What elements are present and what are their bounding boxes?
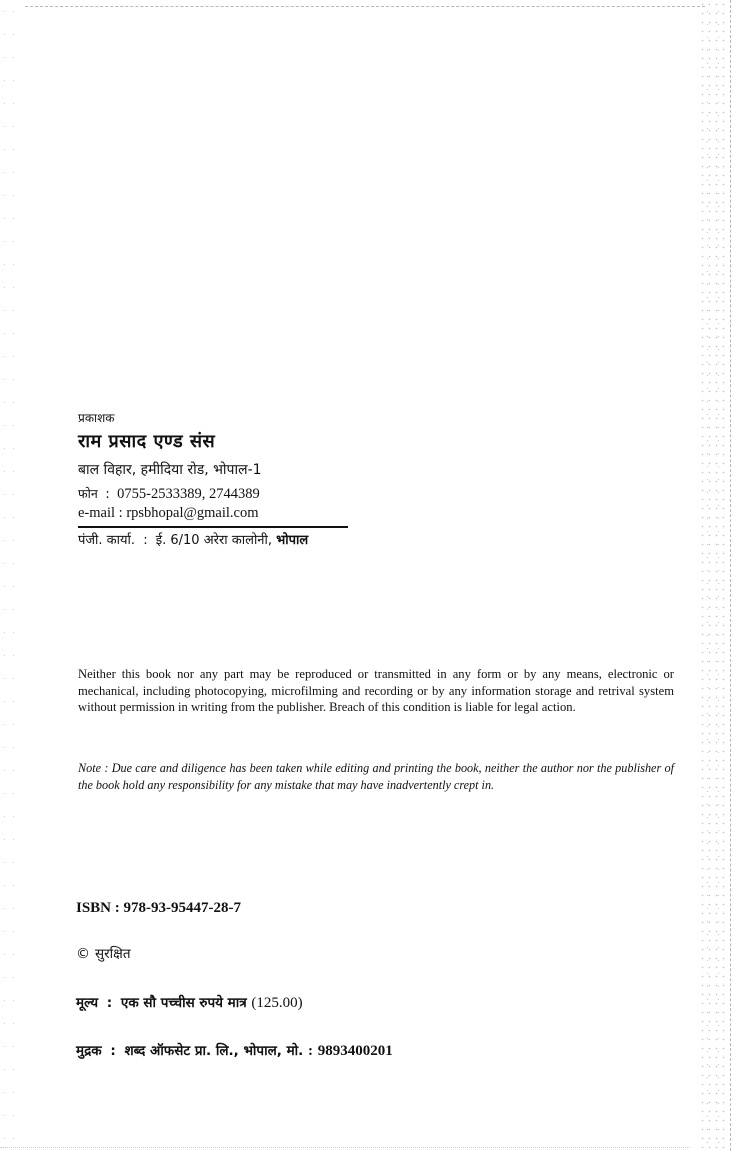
email-label: e-mail	[78, 505, 116, 521]
registered-office-label: पंजी. कार्या.	[78, 533, 136, 548]
isbn-line	[76, 898, 241, 918]
publisher-phone	[78, 484, 378, 504]
isbn-separator: :	[114, 900, 120, 916]
email-address: rpsbhopal@gmail.com	[126, 505, 259, 521]
printer-label: मुद्रक	[76, 1043, 102, 1059]
publisher-address: बाल विहार, हमीदिया रोड, भोपाल-1	[78, 462, 262, 478]
registered-office-city: भोपाल	[276, 533, 309, 548]
mobile-number: 9893400201	[317, 1043, 393, 1059]
printer-name: शब्द ऑफसेट प्रा. लि., भोपाल,	[124, 1043, 282, 1059]
registered-office-separator: :	[143, 533, 148, 548]
scan-edge-bottom	[0, 1147, 690, 1148]
rights-notice: Neither this book nor any part may be reproduced or transmitted in any form or by any means, electronic or mechanical, including photocopying, microfilming and recording or by any information storage and retrival system without permission in writing from the publisher. Breach of this condition is liable for legal action.	[78, 667, 674, 714]
price-separator: :	[106, 995, 113, 1011]
mobile-label: मो.	[286, 1043, 304, 1059]
email-separator: :	[118, 505, 123, 521]
publisher-email	[78, 504, 378, 524]
publisher-label: प्रकाशक	[78, 411, 115, 425]
price-amount: (125.00)	[251, 995, 303, 1011]
copyright-line	[76, 944, 131, 964]
phone-label: फोन	[78, 486, 98, 501]
scan-edge-top	[25, 6, 705, 7]
phone-separator: :	[105, 486, 110, 502]
publisher-block	[78, 410, 378, 551]
isbn-number: 978-93-95447-28-7	[123, 900, 242, 916]
copyright-text: सुरक्षित	[95, 946, 131, 962]
isbn-label: ISBN	[76, 900, 112, 916]
mobile-separator: :	[308, 1043, 313, 1059]
disclaimer-note: Note : Due care and diligence has been taken while editing and printing the book, neither the author nor the publisher of the book hold any responsibility for any mistake that may have inadvertently crept in.	[78, 761, 674, 792]
printer-separator: :	[110, 1043, 116, 1059]
scan-noise-right	[699, 0, 729, 1151]
phone-numbers: 0755-2533389, 2744389	[117, 486, 260, 502]
publisher-divider	[78, 526, 348, 528]
publisher-name: राम प्रसाद एण्ड संस	[78, 431, 216, 452]
registered-office	[78, 531, 378, 551]
price-label: मूल्य	[76, 995, 99, 1011]
price-words: एक सौ पच्चीस रुपये मात्र	[120, 995, 247, 1011]
printer-line	[76, 1040, 393, 1062]
scan-edge-right	[730, 0, 731, 1151]
price-line	[76, 992, 303, 1014]
scan-noise-left	[0, 0, 14, 1151]
copyright-icon: ©	[76, 946, 90, 962]
registered-office-address: ई. 6/10 अरेरा कालोनी,	[155, 533, 273, 548]
